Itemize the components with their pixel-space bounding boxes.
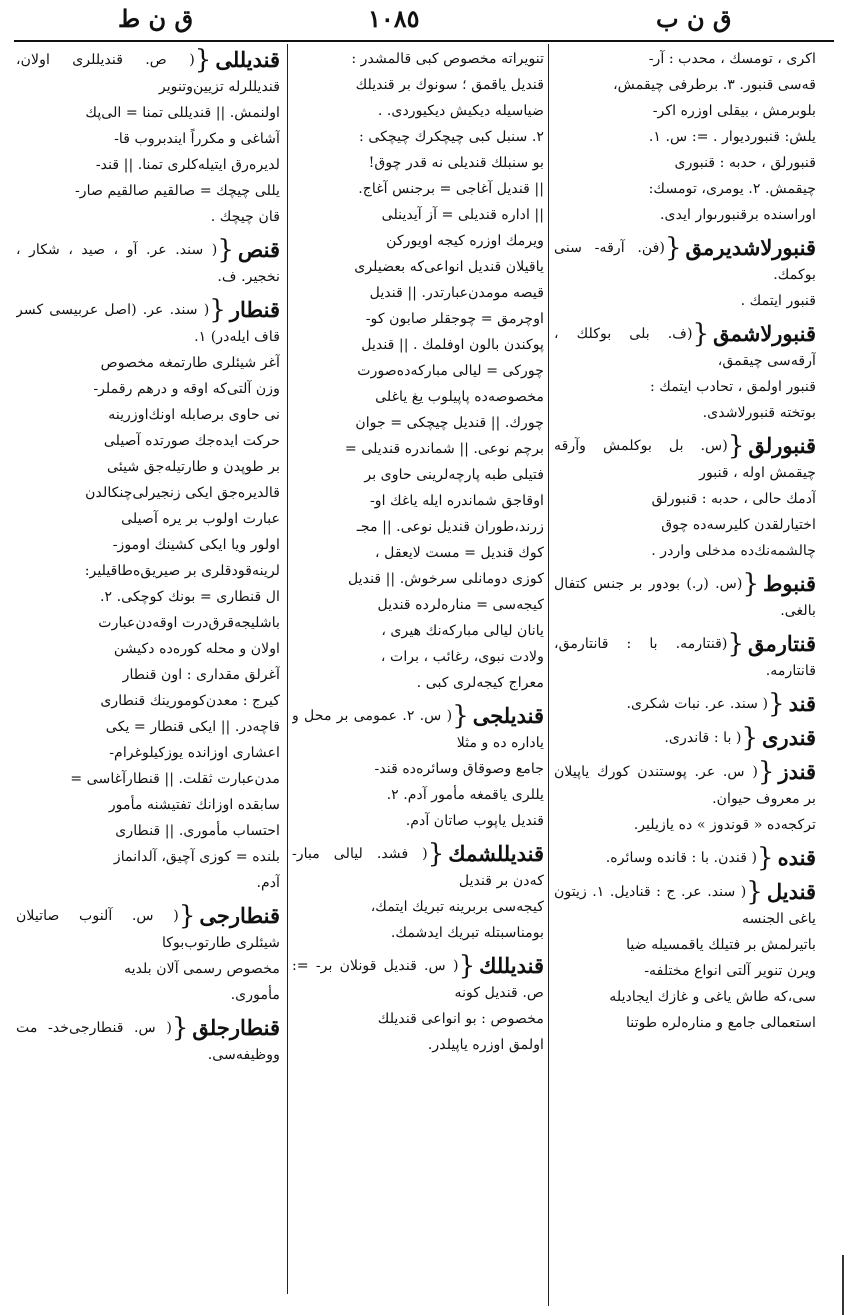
entry-text-line: عبارت اولوب بر يره آصيلى	[121, 511, 280, 527]
entry-text-line: || اداره قنديلى = آز آيدينلى	[381, 207, 544, 223]
headword-definition: (س. بل بوكلمش وآرقه چيقمش اوله ، قنبور	[554, 438, 816, 481]
entry-text-line: بومناسبتله تبريك ايدشمك.	[390, 925, 544, 941]
header-letters-right: ق ن ب	[656, 4, 732, 33]
header-letters-left: ق ن ط	[118, 4, 194, 33]
dictionary-entry	[554, 878, 816, 1036]
headword: قنده	[777, 845, 816, 870]
entry-text-line: چورك. || قنديل چيچكى = جوان	[355, 415, 544, 431]
entry-text-line: اوراسنده برقنبورىوار ايدى.	[660, 207, 816, 223]
entry-text-line: پوكندن بالون اوفلمك . || قنديل	[361, 337, 544, 353]
headword: قنديلجى	[472, 703, 544, 728]
entry-text-line: اولان و محله كوره‌ده دكيشن	[113, 641, 280, 657]
brace-mark: {	[452, 701, 469, 731]
headword: قنطارجى	[199, 903, 280, 928]
entry-text-line: ولادت نبوى، رغائب ، برات ،	[380, 649, 544, 665]
entry-head-line	[554, 724, 816, 752]
column-right	[554, 46, 816, 1306]
entry-head-line	[292, 952, 544, 1006]
page-number: ١٠٨٥	[368, 4, 420, 33]
brace-mark: {	[664, 233, 682, 263]
column-divider-right	[548, 44, 549, 1306]
entry-text-line: || قنديل آغاجى = برجنس آغاج.	[358, 181, 544, 197]
entry-text-line: قنبورلق ، حدبه : قنبورى	[674, 155, 816, 171]
entry-head-line	[554, 758, 816, 812]
entry-text-line: قنبور ايتمك .	[740, 293, 816, 309]
entry-text-line: استعمالى جامع و مناره‌لره طوتنا	[625, 1015, 816, 1031]
entry-text-line: مخصوصه‌ده پاپيلوب يغ ياغلى	[375, 389, 544, 405]
entry-text-line: لرينه‌قودقلرى بر صيريق‌ه‌طاقيلير:	[84, 563, 280, 579]
entry-text-line: چوركى = ليالى مباركه‌ده‌صورت	[357, 363, 544, 379]
headword-definition: ( سند. عر. ج : قناديل. ١. زيتون ياغى الجنسه	[554, 884, 816, 927]
brace-mark: {	[746, 877, 763, 907]
brace-mark: {	[768, 689, 785, 719]
brace-mark: {	[427, 839, 445, 869]
entry-text-line: قەسى قنبور. ٣. برطرفى چيقمش،	[613, 77, 816, 93]
headword: قنديللى	[215, 47, 280, 72]
headword-definition: ( سند. عر. آو ، صيد ، شكار ، نخجير. ف.	[16, 242, 280, 285]
entry-text-line: ويرمك اوزره كيجه اويوركن	[386, 233, 544, 249]
entry-text-line: جامع وصوقاق وسائره‌ده قند-	[374, 761, 544, 777]
entry-text-line: اولنمش. || قنديللى تمنا = الى‌پك	[85, 105, 280, 121]
entry-text-line: اولور ويا ايكى كشينك اوموز-	[112, 537, 280, 553]
headword-definition: ( با : قاندرى.	[664, 730, 742, 746]
entry-text-line: آشاغى و مكرراً ايندبروب قا-	[114, 131, 280, 147]
dictionary-entry	[554, 570, 816, 624]
brace-mark: {	[757, 757, 775, 787]
entry-text-line: فتيلى طبه پارچه‌لرينى حاوى بر	[364, 467, 544, 483]
entry-text-line: بلوبرمش ، بيقلى اوزره اكر-	[652, 103, 816, 119]
dictionary-entry	[16, 46, 280, 230]
headword: قنص	[237, 237, 280, 262]
entry-text-line: آدم.	[256, 875, 280, 891]
dictionary-entry	[16, 296, 280, 896]
dictionary-entry	[554, 46, 816, 228]
headword: قنبورلاشمق	[713, 321, 816, 346]
headword-definition: ( قندن. با : قانده وسائره.	[605, 850, 758, 866]
headword-definition: ( فشد. ليالى مبار- كه‌دن بر قنديل	[292, 846, 544, 889]
entry-text-line: ضياسيله ديكيش ديكيوردى. .	[377, 103, 544, 119]
dictionary-entry	[554, 844, 816, 872]
entry-text-line: كيرج : معدن‌كومورينك قنطارى	[100, 693, 280, 709]
headword-definition: ( سند. عر. (اصل عربيسى كسر قاف ايله‌در) ١.	[16, 302, 280, 345]
entry-head-line	[16, 296, 280, 350]
headword-definition: ( س. آلنوب صاتيلان شيئلرى طارتوب‌بوكا	[16, 908, 280, 951]
entry-text-line: احتساب مأمورى. || قنطارى	[115, 823, 280, 839]
headword: قنديللك	[479, 953, 544, 978]
dictionary-entry	[292, 702, 544, 834]
entry-head-line	[16, 1014, 280, 1068]
entry-text-line: آغر شيئلرى طارتمغه مخصوص	[100, 355, 280, 371]
entry-head-line	[554, 844, 816, 872]
brace-mark: {	[727, 431, 745, 461]
headword: قنتارمق	[747, 631, 816, 656]
entry-text-line: چيقمش. ٢. يومرى، تومسك:	[648, 181, 816, 197]
entry-text-line: تنويراته مخصوص كبى قالمشدر :	[351, 51, 544, 67]
entry-text-line: بوتخته قنبورلاشدى.	[702, 405, 816, 421]
brace-mark: {	[741, 723, 759, 753]
entry-text-line: زرند،طوران قنديل نوعى. || مجـ	[356, 519, 544, 535]
entry-text-line: بو سنبلك قنديلى نه قدر چوق!	[368, 155, 544, 171]
entry-text-line: قنديل ياپوب صاتان آدم.	[405, 813, 544, 829]
entry-text-line: اولمق اوزره ياپيلدر.	[427, 1037, 544, 1053]
headword-definition: ( س. قنطارجى‌خد- مت ووظيفه‌سى.	[16, 1020, 280, 1063]
entry-text-line: قنبور اولمق ، تحادب ايتمك :	[649, 379, 816, 395]
entry-text-line: تركجه‌ده « قوندوز » ده يازيلير.	[633, 817, 816, 833]
brace-mark: {	[692, 319, 710, 349]
dictionary-entry	[554, 724, 816, 752]
entry-text-line: سى،كه طاش ياغى و غازك ايجاديله	[609, 989, 816, 1005]
entry-text-line: اوچرمق = چوجقلر صابون كو-	[365, 311, 544, 327]
entry-head-line	[16, 902, 280, 956]
entry-text-line: مدن‌عبارت ثقلت. || قنطار‌آغاسى =	[70, 771, 280, 787]
headword: قنطار	[229, 297, 280, 322]
entry-head-line	[554, 630, 816, 684]
headword: قند	[788, 691, 816, 716]
brace-mark: {	[171, 1013, 189, 1043]
entry-text-line: بر طوپدن و طارتيله‌جق شيئى	[107, 459, 280, 475]
headword-definition: ( س. قنديل قونلان بر- =: ص. قنديل كونه	[292, 958, 544, 1001]
entry-head-line	[292, 702, 544, 756]
headword-definition: ( سند. عر. نبات شكرى.	[626, 696, 769, 712]
dictionary-entry	[554, 320, 816, 426]
entry-head-line	[292, 840, 544, 894]
entry-text-line: كيجه‌سى بربرينه تبريك ايتمك،	[370, 899, 544, 915]
headword-definition: (فن. آرقه- سنى بوكمك.	[554, 240, 816, 283]
entry-text-line: قان چيچك .	[210, 209, 280, 225]
entry-text-line: ياقيلان قنديل انواعى‌كه بعضيلرى	[354, 259, 544, 275]
entry-text-line: اعشارى اوزانده يوزكيلوغرام-	[109, 745, 280, 761]
headword: قنبورلاشديرمق	[685, 235, 816, 260]
entry-text-line: بلنده = كوزى آچيق، آلدانماز	[113, 849, 280, 865]
entry-text-line: سابقده اوزانك تفتيشنه مأمور	[108, 797, 280, 813]
page-edge-mark	[842, 1255, 844, 1315]
entry-text-line: باشليجه‌قرق‌درت اوقه‌دن‌عبارت	[98, 615, 280, 631]
column-middle	[292, 46, 544, 1241]
entry-text-line: برچم نوعى. || شماندره قنديلى =	[344, 441, 544, 457]
entry-text-line: چالشمه‌نك‌ده مدخلى واردر .	[651, 543, 816, 559]
entry-text-line: وزن آلتى‌كه اوقه و درهم رقملر-	[93, 381, 280, 397]
headword-definition: ( ص. قنديللرى اولان، قنديللرله تزيين‌وتنوير	[16, 52, 280, 95]
dictionary-entry	[554, 234, 816, 314]
entry-text-line: قنديل ياقمق ؛ سونوك بر قنديلك	[355, 77, 544, 93]
entry-text-line: يلش: قنبورديوار . =: س. ١.	[648, 129, 816, 145]
entry-text-line: اوقاجق شماندره ايله ياغك او-	[369, 493, 544, 509]
entry-text-line: قيصه مومدن‌عبارتدر. || قنديل	[369, 285, 544, 301]
headword: قنديللشمك	[448, 841, 544, 866]
dictionary-entry	[16, 236, 280, 290]
entry-head-line	[554, 320, 816, 374]
entry-text-line: يانان ليالى مباركه‌نك هيرى ،	[381, 623, 544, 639]
headword: قندرى	[762, 725, 816, 750]
entry-text-line: اكرى ، تومسك ، محدب : آر-	[648, 51, 816, 67]
entry-text-line: آدمك حالى ، حدبه : قنبورلق	[651, 491, 816, 507]
entry-text-line: كوك قنديل = مست لايعقل ،	[375, 545, 544, 561]
headword: قنطارجلق	[192, 1015, 280, 1040]
entry-text-line: نى حاوى برصابله اونك‌اوزرينه	[108, 407, 280, 423]
entry-head-line	[554, 432, 816, 486]
entry-text-line: مأمورى.	[230, 987, 280, 1003]
entry-text-line: آغرلق مقدارى : اون قنطار	[122, 667, 280, 683]
entry-text-line: حركت ايده‌جك صورتده آصيلى	[103, 433, 280, 449]
headword: قنبورلق	[748, 433, 816, 458]
entry-head-line	[16, 236, 280, 290]
brace-mark: {	[757, 843, 774, 873]
dictionary-entry	[16, 902, 280, 1008]
dictionary-entry	[292, 46, 544, 696]
headword: قندز	[778, 759, 816, 784]
headword-definition: (س. (ر.) بودور بر جنس كتفال بالغى.	[554, 576, 816, 619]
entry-text-line: باتيرلمش بر فتيلك ياقمسيله ضيا	[626, 937, 816, 953]
entry-text-line: قالديره‌جق ايكى زنجيرلى‌چنكالدن	[85, 485, 280, 501]
dictionary-entry	[554, 630, 816, 684]
entry-head-line	[554, 234, 816, 288]
entry-text-line: يللى چيچك = صالقيم صالقيم صار-	[75, 183, 280, 199]
entry-text-line: اختيارلقدن كليرسه‌ده چوق	[661, 517, 816, 533]
entry-head-line	[554, 878, 816, 932]
brace-mark: {	[458, 951, 476, 981]
brace-mark: {	[742, 569, 760, 599]
page-header	[14, 0, 834, 38]
entry-text-line: مخصوص : بو انواعى قنديلك	[377, 1011, 544, 1027]
brace-mark: {	[727, 629, 744, 659]
entry-head-line	[16, 46, 280, 100]
dictionary-entry	[554, 432, 816, 564]
dictionary-entry	[292, 952, 544, 1058]
dictionary-entry	[554, 758, 816, 838]
entry-text-line: كيجه‌سى = مناره‌لرده قنديل	[377, 597, 544, 613]
brace-mark: {	[217, 235, 234, 265]
entry-text-line: معراج كيجه‌لرى كبى .	[416, 675, 544, 691]
entry-text-line: مخصوص رسمى آلان بلديه	[124, 961, 280, 977]
column-left	[16, 46, 280, 1286]
entry-text-line: كوزى دومانلى سرخوش. || قنديل	[347, 571, 544, 587]
entry-text-line: قاچه‌در. || ايكى قنطار = يكى	[105, 719, 280, 735]
headword-definition: (ف. بلى بوكلك ، آرقه‌سى چيقمق،	[554, 326, 816, 369]
header-rule	[14, 40, 834, 42]
entry-text-line: ال قنطارى = بونك كوچكى. ٢.	[99, 589, 280, 605]
column-divider-left	[287, 44, 288, 1294]
dictionary-entry	[292, 840, 544, 946]
entry-text-line: ٢. سنبل كبى چيچكرك چيچكى :	[359, 129, 544, 145]
entry-text-line: يللرى ياقمغه مأمور آدم. ٢.	[386, 787, 544, 803]
dictionary-entry	[16, 1014, 280, 1068]
headword-definition: (قنتارمه. با : قانتارمق، قانتارمه.	[554, 636, 816, 679]
entry-head-line	[554, 690, 816, 718]
entry-head-line	[554, 570, 816, 624]
headword: قنديل	[766, 879, 816, 904]
dictionary-entry	[554, 690, 816, 718]
entry-text-line: ويرن تنوير آلتى انواع مختلفه-	[644, 963, 816, 979]
brace-mark: {	[194, 46, 212, 75]
headword: قنبوط	[763, 571, 816, 596]
headword-definition: ( س. عر. پوستندن كورك ياپيلان بر معروف حيوان.	[554, 764, 816, 807]
headword-definition: ( س. ٢. عمومى بر محل و ياداره ده و مثلا	[292, 708, 544, 751]
brace-mark: {	[178, 901, 196, 931]
brace-mark: {	[209, 295, 226, 325]
entry-text-line: لديره‌رق ايتيله‌كلرى تمنا. || قند-	[95, 157, 280, 173]
